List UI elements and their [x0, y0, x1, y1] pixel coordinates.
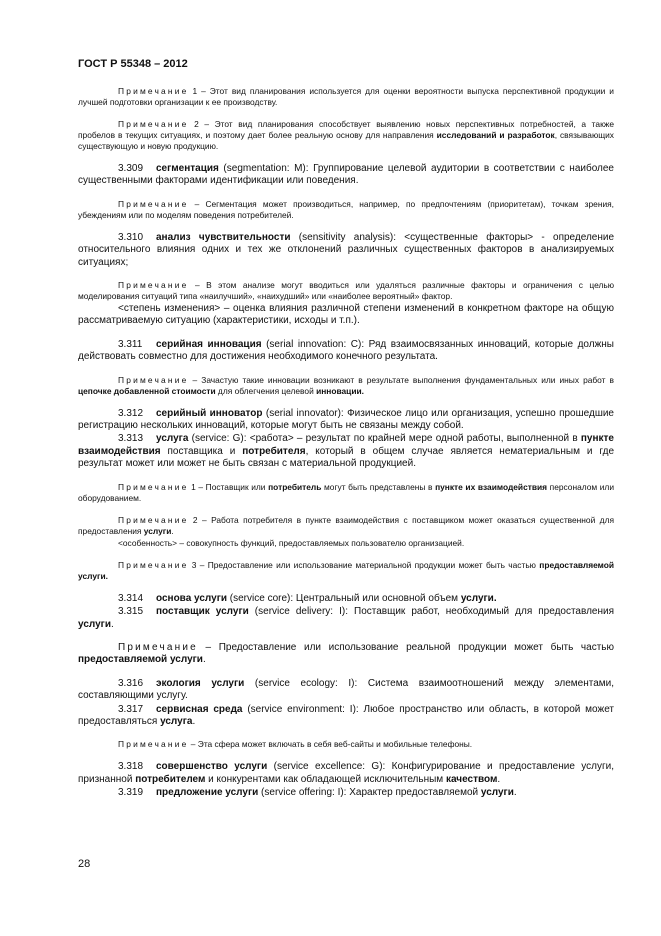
text-run: поставщика и	[160, 445, 243, 457]
page-number: 28	[78, 858, 91, 870]
note-label: Примечание	[118, 119, 189, 129]
term-number: 3.315	[118, 606, 144, 618]
text-run: <степень изменения> – оценка влияния различной степени изменений в конкретном факторе на общую рассматриваемую ситуацию (характеристики, исходы и т.п.).	[78, 303, 614, 327]
term-heading: анализ чувствительности	[156, 231, 291, 243]
text-run: (segmentation: M): Группирование целевой аудитории в соответствии с наиболее существенными факторами идентификации или поведения.	[78, 163, 614, 187]
term-heading: сервисная среда	[156, 703, 243, 715]
text-run: могут быть представлены в	[321, 481, 436, 492]
term-heading: основа услуги	[156, 592, 228, 604]
text-run: .	[110, 618, 114, 630]
bold-term-ref: пункте взаимодействия	[78, 433, 614, 457]
text-run: (service core): Центральный или основной объем	[227, 592, 461, 604]
text-run: – Предоставление или использование реальной продукции может быть частью	[197, 641, 614, 653]
text-run: , связывающих существующую и новую продукцию.	[78, 130, 614, 151]
note-label: Примечание	[118, 280, 189, 291]
term-entry	[78, 163, 614, 188]
note-paragraph	[78, 482, 614, 504]
note-label: Примечание	[118, 198, 189, 209]
text-run: .	[513, 787, 517, 799]
text-run: , который в общем случае является нематериальным и где результат может или может не быть связан с материальной продукцией.	[78, 445, 615, 470]
note-label: Примечание	[118, 481, 189, 492]
bold-term-ref: качеством	[445, 773, 498, 785]
text-run: – Эта сфера может включать в себя веб-сайты и мобильные телефоны.	[188, 739, 473, 750]
text-run: .	[171, 525, 174, 536]
page-header: ГОСТ Р 55348 – 2012	[78, 58, 188, 70]
note-label: Примечание	[118, 559, 189, 570]
term-number: 3.312	[118, 407, 144, 419]
text-run: (service delivery: I): Поставщик работ, необходимый для предоставления	[248, 606, 615, 618]
text-run: .	[497, 773, 501, 785]
text-run: 2 – Этот вид планирования способствует выявлению новых перспективных потребностей, а также пробелов в текущих ситуациях, и поэтому дает более реальную основу для направления	[78, 119, 614, 140]
text-run: (service ecology: I): Система взаимоотношений между элементами, составляющими услугу.	[78, 677, 614, 702]
note-paragraph	[78, 739, 614, 750]
term-number: 3.313	[118, 433, 144, 445]
note-paragraph	[78, 280, 614, 302]
note-label: Примечание	[118, 86, 189, 96]
term-entry	[78, 787, 614, 799]
term-number: 3.317	[118, 703, 144, 715]
text-run: (serial innovation: C): Ряд взаимосвязанных инноваций, которые должны действовать совместно для достижения необходимого конечного результата.	[78, 338, 614, 363]
bold-term-ref: инновации.	[316, 385, 364, 396]
text-run: персоналом или оборудованием.	[78, 481, 614, 503]
text-run: – Сегментация может производиться, например, по предпочтениям (приоритетам), точкам зрения, убеждениям или по моделям поведения потребителей.	[78, 198, 614, 220]
term-heading: экология услуги	[156, 677, 245, 689]
term-number: 3.316	[118, 677, 144, 689]
note-label: Примечание	[118, 739, 189, 750]
text-run: (service offering: I): Характер предоставляемой	[258, 787, 481, 799]
text-run: 3 – Предоставление или использование материальной продукции может быть частью	[188, 559, 540, 570]
note-paragraph	[78, 560, 614, 582]
term-heading: поставщик услуги	[156, 606, 249, 618]
text-paragraph	[78, 538, 614, 549]
term-heading: серийный инноватор	[156, 407, 263, 419]
text-run: 1 – Поставщик или	[188, 481, 269, 492]
note-label: Примечание	[118, 641, 198, 653]
text-run: (service environment: I): Любое пространство или область, в которой может предоставляться	[78, 703, 614, 727]
note-paragraph	[78, 86, 614, 108]
note-paragraph	[78, 375, 614, 397]
term-entry	[78, 678, 614, 703]
note-paragraph	[78, 515, 614, 537]
text-paragraph	[78, 303, 614, 328]
bold-term-ref: услуги.	[460, 592, 497, 604]
term-entry	[78, 704, 614, 729]
text-run: .	[202, 654, 206, 666]
text-run: 1 – Этот вид планирования используется для оценки вероятности выпуска перспективной продукции и лучшей подготовки организации к ее производству.	[78, 86, 614, 107]
bold-term-ref: предоставляемой услуги	[78, 654, 203, 666]
term-number: 3.311	[118, 338, 143, 350]
bold-term-ref: услуги	[480, 787, 514, 799]
term-number: 3.309	[118, 163, 144, 174]
term-heading: услуга	[156, 433, 189, 445]
note-paragraph	[78, 642, 614, 667]
term-number: 3.310	[118, 231, 144, 243]
text-run: .	[192, 715, 196, 727]
term-heading: сегментация	[156, 163, 219, 174]
note-paragraph	[78, 199, 614, 221]
text-run: и конкурентами как обладающей исключительным	[205, 773, 446, 785]
term-number: 3.314	[118, 592, 144, 604]
bold-term-ref: потребитель	[268, 481, 322, 492]
term-heading: серийная инновация	[156, 338, 262, 350]
note-label: Примечание	[118, 374, 189, 385]
text-run: – В этом анализе могут вводиться или удаляться различные факторы и ограничения с целью моделирования ситуаций типа «наилучший», «наихудший» или «наиболее вероятный» фактор.	[78, 280, 614, 302]
note-label: Примечание	[118, 514, 189, 525]
text-run: 2 – Работа потребителя в пункте взаимодействия с поставщиком может оказаться существенной для предоставления	[78, 514, 614, 536]
text-run: (service excellence: G): Конфигурирование и предоставление услуги, признанной	[78, 761, 615, 785]
text-run: для облегчения целевой	[215, 385, 317, 396]
bold-term-ref: потребителем	[135, 773, 206, 785]
bold-term-ref: цепочке добавленной стоимости	[78, 385, 216, 396]
note-paragraph	[78, 119, 614, 152]
term-number: 3.318	[118, 761, 144, 773]
term-heading: предложение услуги	[156, 787, 259, 799]
text-run: (serial innovator): Физическое лицо или организация, успешно прошедшие регистрацию нескольких инноваций, которые могут быть не связаны между собой.	[78, 407, 614, 432]
term-entry	[78, 433, 614, 470]
term-entry	[78, 232, 614, 269]
bold-term-ref: услуга	[160, 715, 193, 727]
bold-term-ref: услуги	[143, 525, 172, 536]
term-number: 3.319	[118, 787, 144, 799]
term-entry	[78, 761, 614, 786]
bold-term-ref: предоставляемой услуги.	[78, 559, 614, 581]
bold-term-ref: пункте их взаимодействия	[435, 481, 548, 492]
term-entry	[78, 339, 614, 364]
document-body	[78, 86, 614, 811]
term-heading: совершенство услуги	[156, 761, 268, 773]
text-run: (sensitivity analysis): <существенные факторы> - определение относительного влияния одних и тех же отклонений различных существенных факторов в анализируемых ситуациях;	[78, 231, 615, 268]
term-entry	[78, 606, 614, 631]
text-run: – Зачастую такие инновации возникают в результате выполнения фундаментальных или иных работ в	[188, 374, 614, 385]
text-run: (service: G): <работа> – результат по крайней мере одной работы, выполненной в	[188, 433, 581, 445]
text-run: <особенность> – совокупность функций, предоставляемых пользователю организацией.	[118, 537, 465, 548]
term-entry	[78, 408, 614, 433]
bold-term-ref: исследований и разработок	[436, 130, 555, 140]
term-entry	[78, 593, 614, 605]
bold-term-ref: услуги	[78, 618, 111, 630]
bold-term-ref: потребителя	[242, 445, 306, 457]
